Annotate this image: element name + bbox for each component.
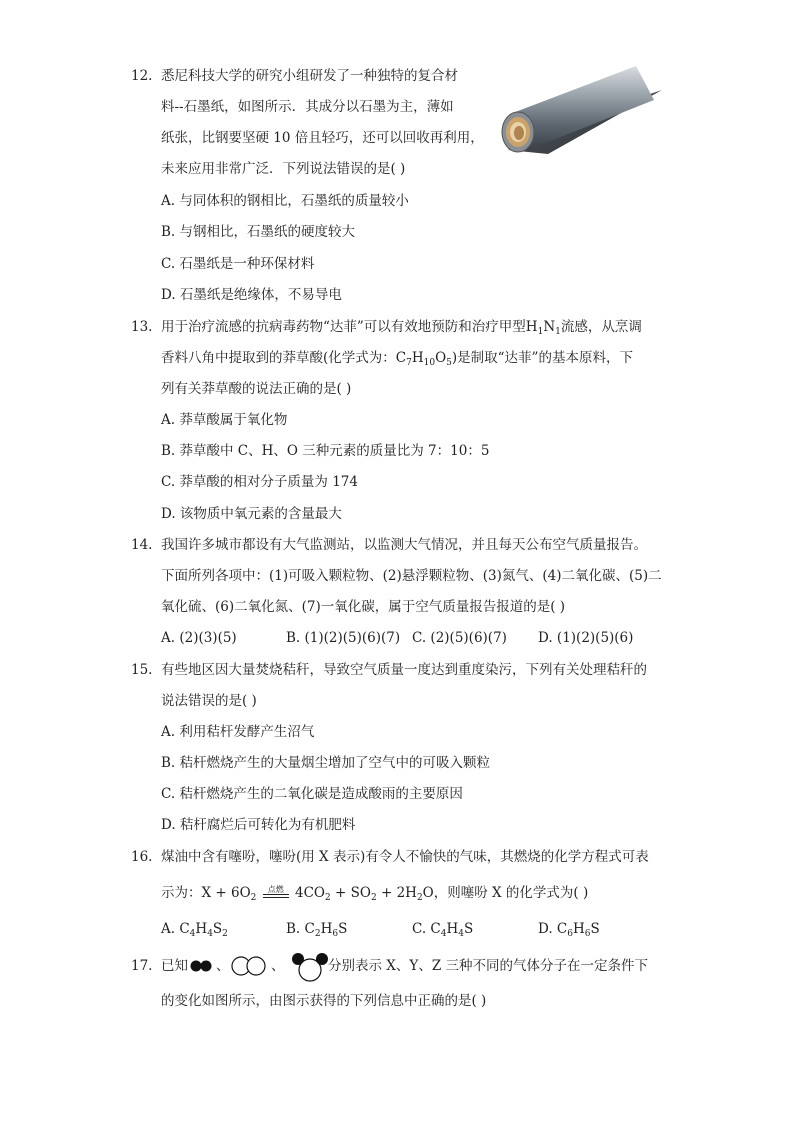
option-d[interactable]: D. 石墨纸是绝缘体，不易导电: [161, 287, 342, 303]
option-a[interactable]: A. $C_4H_4S_2$: [161, 921, 228, 939]
option-b[interactable]: B. $C_2H_6S$: [286, 921, 348, 939]
question-text: 下面所列各项中：(1)可吸入颗粒物、(2)悬浮颗粒物、(3)氮气、(4)二氧化碳、(5)二: [161, 568, 662, 584]
question-text: 料--石墨纸，如图所示．其成分以石墨为主，薄如: [161, 99, 454, 115]
option-a[interactable]: A. 莽草酸属于氧化物: [161, 412, 288, 428]
reaction-condition-arrow: 点燃: [261, 884, 291, 904]
question-number: 15.: [131, 662, 153, 678]
question-text: 用于治疗流感的抗病毒药物“达菲”可以有效地预防和治疗甲型$H_1N_1$流感，从烹调: [161, 319, 642, 337]
option-b[interactable]: B. 秸杆燃烧产生的大量烟尘增加了空气中的可吸入颗粒: [161, 755, 491, 771]
question-text: 香料八角中提取到的莽草酸(化学式为：$C_7H_{10}O_5$)是制取“达菲”的基本原料，下: [161, 350, 633, 368]
option-c[interactable]: C. (2)(5)(6)(7): [412, 630, 507, 646]
question-text: 氧化硫、(6)二氧化氮、(7)一氧化碳，属于空气质量报告报道的是( ): [161, 599, 566, 615]
option-c[interactable]: C. 秸杆燃烧产生的二氧化碳是造成酸雨的主要原因: [161, 786, 463, 802]
option-c[interactable]: C. $C_4H_4S$: [412, 921, 474, 939]
molecule-y-icon: [231, 955, 267, 977]
option-c[interactable]: C. 石墨纸是一种环保材料: [161, 256, 315, 272]
question-number: 14.: [131, 537, 153, 553]
question-text: 煤油中含有噻吩，噻吩(用 X 表示)有令人不愉快的气味，其燃烧的化学方程式可表: [161, 849, 649, 865]
question-text: 未来应用非常广泛．下列说法错误的是( ): [161, 161, 406, 177]
molecule-x-icon: [190, 959, 214, 973]
question-number: 17.: [131, 958, 153, 974]
question-text: 悉尼科技大学的研究小组研发了一种独特的复合材: [161, 68, 458, 84]
question-text: 分别表示 X、Y、Z 三种不同的气体分子在一定条件下: [328, 958, 648, 974]
question-number: 13.: [131, 319, 153, 335]
separator: 、: [216, 958, 230, 974]
question-number: 12.: [131, 68, 153, 84]
option-b[interactable]: B. (1)(2)(5)(6)(7): [286, 630, 401, 646]
question-text: 我国许多城市都设有大气监测站，以监测大气情况，并且每天公布空气质量报告。: [161, 537, 647, 553]
option-d[interactable]: D. $C_6H_6S$: [538, 921, 600, 939]
option-d[interactable]: D. (1)(2)(5)(6): [538, 630, 634, 646]
question-text-prefix: 已知: [161, 958, 188, 974]
option-a[interactable]: A. (2)(3)(5): [161, 630, 237, 646]
chemical-equation: 示为：$X + 6O_2$ 点燃 $4CO_2 + SO_2 + 2H_2O$，则噻吩 X 的化学式为( ): [161, 884, 589, 903]
option-b[interactable]: B. 莽草酸中 C、H、O 三种元素的质量比为 7：10：5: [161, 443, 490, 459]
separator: 、: [271, 958, 285, 974]
option-a[interactable]: A. 利用秸杆发酵产生沼气: [161, 724, 315, 740]
option-b[interactable]: B. 与钢相比，石墨纸的硬度较大: [161, 224, 356, 240]
question-text: 说法错误的是( ): [161, 693, 257, 709]
question-text: 有些地区因大量焚烧秸秆，导致空气质量一度达到重度染污，下列有关处理秸秆的: [161, 662, 647, 678]
question-text: 的变化如图所示，由图示获得的下列信息中正确的是( ): [161, 993, 487, 1009]
question-text: 纸张，比钢要坚硬 10 倍且轻巧，还可以回收再利用，: [161, 130, 484, 146]
graphite-paper-roll-image: [488, 58, 664, 158]
question-number: 16.: [131, 849, 153, 865]
option-d[interactable]: D. 该物质中氧元素的含量最大: [161, 506, 342, 522]
option-c[interactable]: C. 莽草酸的相对分子质量为 174: [161, 474, 358, 490]
option-d[interactable]: D. 秸杆腐烂后可转化为有机肥料: [161, 817, 356, 833]
molecule-z-icon: [290, 950, 330, 984]
option-a[interactable]: A. 与同体积的钢相比，石墨纸的质量较小: [161, 193, 409, 209]
question-text: 列有关莽草酸的说法正确的是( ): [161, 381, 352, 397]
